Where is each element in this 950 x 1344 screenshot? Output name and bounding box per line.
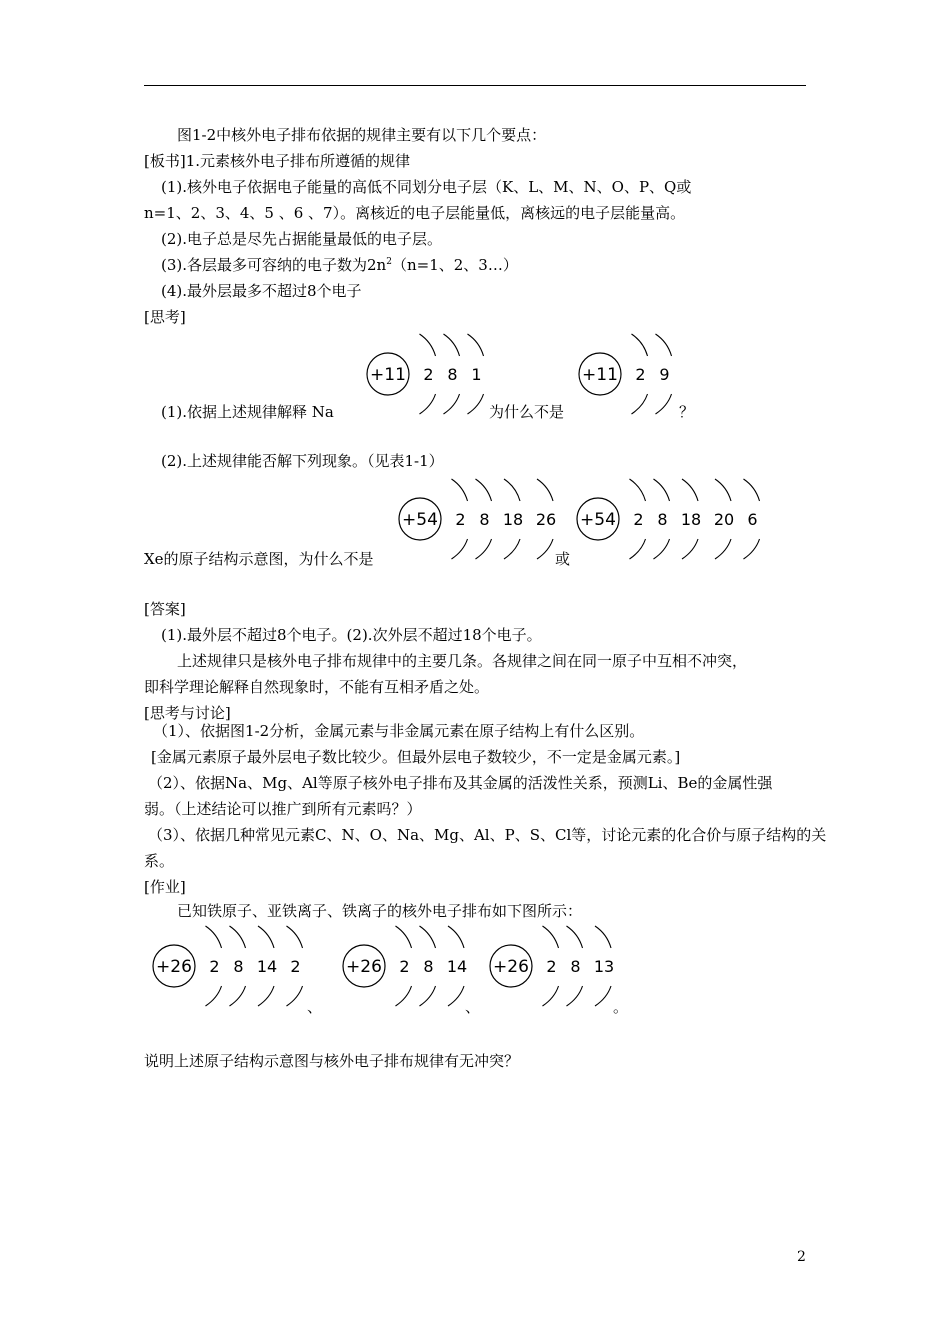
shell-arc-top	[420, 334, 436, 356]
discussion-heading: [思考与讨论]	[144, 704, 231, 722]
shell-electron-count: 20	[713, 510, 735, 529]
question-2: (2).上述规律能否解下列现象。（见表1-1）	[161, 452, 444, 470]
homework-question: 说明上述原子结构示意图与核外电子排布规律有无冲突？	[144, 1052, 520, 1070]
rule-2: (2).电子总是尽先占据能量最低的电子层。	[161, 230, 443, 248]
atom-diagram-fe-atom	[146, 922, 306, 1012]
nucleus-charge: +54	[402, 510, 438, 530]
shell-electron-count: 1	[471, 365, 482, 384]
shell-arc-top	[420, 926, 436, 948]
shell-electron-count: 6	[747, 510, 758, 529]
think-heading: [思考]	[144, 308, 186, 326]
atom-diagram-fe3-ion	[483, 922, 618, 1012]
shell-arc-bottom	[543, 986, 559, 1006]
shell-electron-count: 2	[546, 957, 557, 976]
shell-electron-count: 2	[423, 365, 434, 384]
nucleus-charge: +26	[493, 957, 529, 977]
shell-arc-bottom	[595, 986, 611, 1006]
atom-diagram-na-wrong	[572, 330, 682, 420]
shell-arc-top	[287, 926, 303, 948]
shell-arc-top	[504, 479, 520, 501]
shell-arc-top	[206, 926, 222, 948]
board-heading: [板书]1.元素核外电子排布所遵循的规律	[144, 152, 411, 170]
shell-arc-top	[396, 926, 412, 948]
shell-arc-top	[654, 479, 670, 501]
nucleus	[367, 353, 409, 395]
question-1-end: ？	[679, 403, 695, 421]
rule-3-tail: （n=1、2、3…）	[391, 256, 518, 274]
shell-electron-count: 2	[633, 510, 644, 529]
nucleus-charge: +26	[346, 957, 382, 977]
question-1-mid: 为什么不是	[489, 403, 565, 421]
nucleus-charge: +54	[580, 510, 616, 530]
shell-electron-count: 2	[455, 510, 466, 529]
discussion-1: （1）、依据图1-2分析，金属元素与非金属元素在原子结构上有什么区别。	[153, 722, 645, 740]
nucleus-charge: +26	[156, 957, 192, 977]
shell-arc-top	[682, 479, 698, 501]
shell-arc-bottom	[420, 394, 436, 414]
shell-arc-top	[715, 479, 731, 501]
shell-arc-top	[543, 926, 559, 948]
shell-arc-top	[744, 479, 760, 501]
shell-arc-bottom	[504, 539, 520, 559]
xe-question: Xe的原子结构示意图，为什么不是	[144, 550, 374, 568]
atom-diagram-xe-b	[570, 475, 760, 565]
shell-arc-bottom	[630, 539, 646, 559]
discussion-2: （2）、依据Na、Mg、Al等原子核外电子排布及其金属的活泼性关系，预测Li、Be的金属性强	[148, 774, 773, 792]
shell-electron-count: 8	[423, 957, 434, 976]
shell-arc-top	[258, 926, 274, 948]
shell-arc-bottom	[654, 539, 670, 559]
shell-electron-count: 8	[233, 957, 244, 976]
shell-arc-top	[444, 334, 460, 356]
shell-arc-bottom	[476, 539, 492, 559]
answer-heading: [答案]	[144, 600, 186, 618]
atom-diagram-fe2-ion	[336, 922, 471, 1012]
header-rule	[144, 85, 806, 86]
shell-arc-top	[567, 926, 583, 948]
shell-electron-count: 13	[593, 957, 615, 976]
shell-electron-count: 2	[399, 957, 410, 976]
shell-arc-bottom	[258, 986, 274, 1006]
shell-arc-top	[448, 926, 464, 948]
rule-1-cont: n=1、2、3、4、5 、6 、7）。离核近的电子层能量低，离核远的电子层能量高。	[144, 204, 686, 222]
fe-separator-2: 、	[465, 998, 481, 1016]
shell-arc-top	[230, 926, 246, 948]
rule-1: (1).核外电子依据电子能量的高低不同划分电子层（K、L、M、N、O、P、Q或	[161, 178, 692, 196]
discussion-1-answer: [金属元素原子最外层电子数比较少。但最外层电子数较少，不一定是金属元素。]	[151, 748, 681, 766]
shell-arc-bottom	[287, 986, 303, 1006]
page-number: 2	[797, 1249, 806, 1265]
shell-arc-bottom	[444, 394, 460, 414]
nucleus	[490, 945, 532, 987]
question-1: (1).依据上述规律解释 Na	[161, 403, 334, 421]
homework-text: 已知铁原子、亚铁离子、铁离子的核外电子排布如下图所示：	[177, 902, 583, 920]
xe-question-or: 或	[555, 550, 571, 568]
nucleus-charge: +11	[582, 365, 618, 385]
shell-arc-bottom	[537, 539, 553, 559]
shell-electron-count: 8	[479, 510, 490, 529]
shell-arc-top	[476, 479, 492, 501]
shell-arc-bottom	[682, 539, 698, 559]
shell-arc-top	[656, 334, 672, 356]
nucleus	[343, 945, 385, 987]
shell-electron-count: 14	[446, 957, 468, 976]
shell-arc-bottom	[230, 986, 246, 1006]
answer-1: (1).最外层不超过8个电子。(2).次外层不超过18个电子。	[161, 626, 542, 644]
shell-arc-bottom	[632, 394, 648, 414]
nucleus-charge: +11	[370, 365, 406, 385]
shell-arc-top	[630, 479, 646, 501]
nucleus	[153, 945, 195, 987]
nucleus	[399, 498, 441, 540]
shell-arc-bottom	[420, 986, 436, 1006]
fe-separator-1: 、	[307, 998, 323, 1016]
discussion-3-cont: 系。	[144, 852, 175, 870]
shell-arc-bottom	[656, 394, 672, 414]
shell-electron-count: 8	[570, 957, 581, 976]
shell-arc-bottom	[744, 539, 760, 559]
rule-3-sup: 2	[386, 257, 392, 267]
answer-2-cont: 即科学理论解释自然现象时，不能有互相矛盾之处。	[144, 678, 490, 696]
shell-arc-top	[537, 479, 553, 501]
discussion-3: （3）、依据几种常见元素C、N、O、Na、Mg、Al、P、S、Cl等，讨论元素的化合价与原子结构的关	[148, 826, 827, 844]
shell-electron-count: 2	[635, 365, 646, 384]
nucleus	[577, 498, 619, 540]
shell-electron-count: 18	[502, 510, 524, 529]
shell-arc-top	[468, 334, 484, 356]
shell-electron-count: 2	[290, 957, 301, 976]
fe-period: 。	[613, 998, 629, 1016]
shell-arc-bottom	[468, 394, 484, 414]
atom-diagram-xe-a	[392, 475, 557, 565]
rule-3-text: (3).各层最多可容纳的电子数为2n	[161, 256, 387, 274]
intro-line: 图1-2中核外电子排布依据的规律主要有以下几个要点：	[177, 126, 547, 144]
shell-arc-bottom	[206, 986, 222, 1006]
shell-arc-top	[632, 334, 648, 356]
rule-3	[161, 255, 518, 275]
shell-electron-count: 8	[447, 365, 458, 384]
shell-arc-top	[595, 926, 611, 948]
shell-arc-bottom	[396, 986, 412, 1006]
shell-electron-count: 2	[209, 957, 220, 976]
answer-2: 上述规律只是核外电子排布规律中的主要几条。各规律之间在同一原子中互相不冲突，	[177, 652, 748, 670]
shell-electron-count: 26	[535, 510, 557, 529]
atom-diagram-na-right	[360, 330, 490, 420]
rule-4: (4).最外层最多不超过8个电子	[161, 282, 362, 300]
homework-heading: [作业]	[144, 878, 186, 896]
shell-arc-bottom	[715, 539, 731, 559]
shell-electron-count: 9	[659, 365, 670, 384]
shell-electron-count: 14	[256, 957, 278, 976]
shell-arc-bottom	[452, 539, 468, 559]
shell-electron-count: 8	[657, 510, 668, 529]
discussion-2-cont: 弱。（上述结论可以推广到所有元素吗？）	[144, 800, 422, 818]
shell-arc-top	[452, 479, 468, 501]
nucleus	[579, 353, 621, 395]
shell-arc-bottom	[567, 986, 583, 1006]
shell-electron-count: 18	[680, 510, 702, 529]
shell-arc-bottom	[448, 986, 464, 1006]
